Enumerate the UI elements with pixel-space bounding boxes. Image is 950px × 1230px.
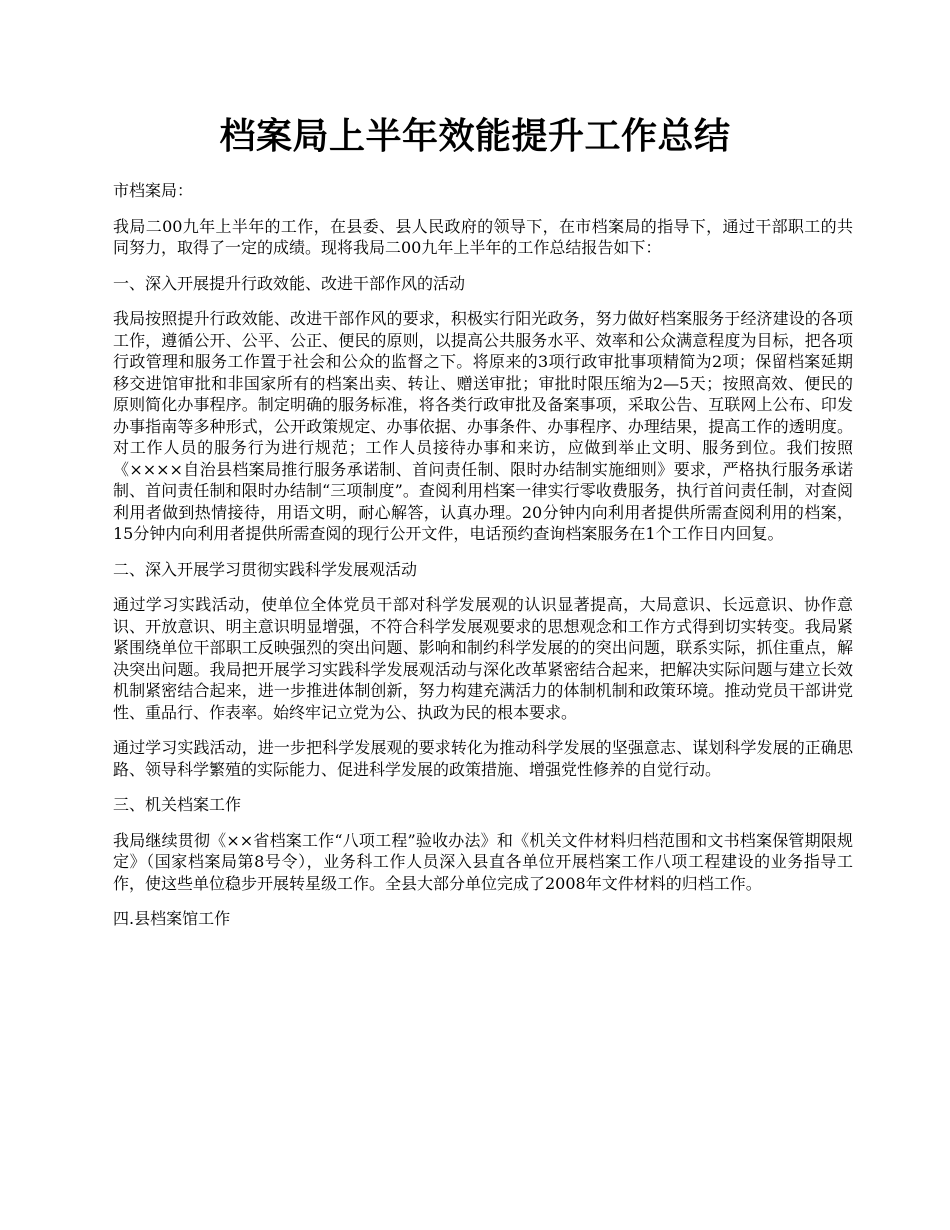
intro-paragraph: 我局二00九年上半年的工作，在县委、县人民政府的领导下，在市档案局的指导下，通过干部职工的共同努力，取得了一定的成绩。现将我局二00九年上半年的工作总结报告如下： [113,216,853,257]
section-3-heading: 三、机关档案工作 [113,795,242,814]
section-2-paragraph-1: 通过学习实践活动，使单位全体党员干部对科学发展观的认识显著提高，大局意识、长远意识、协作意识、开放意识、明主意识明显增强，不符合科学发展观要求的思想观念和工作方式得到切实转变。我局紧紧围绕单位干部职工反映强烈的突出问题、影响和制约科学发展的的突出问题，联系实际，抓住重点，解决突出问题。我局把开展学习实践科学发展观活动与深化改革紧密结合起来，把解决实际问题与建立长效机制紧密结合起来，进一步推进体制创新，努力构建充满活力的体制机制和政策环境。推动党员干部讲党性、重品行、作表率。始终牢记立党为公、执政为民的根本要求。 [113,595,853,722]
salutation: 市档案局： [113,181,194,200]
section-4-heading: 四.县档案馆工作 [113,909,231,928]
section-3-paragraph: 我局继续贯彻《××省档案工作“八项工程”验收办法》和《机关文件材料归档范围和文书档案保管期限规定》（国家档案局第8号令），业务科工作人员深入县直各单位开展档案工作八项工程建设的业务指导工作，使这些单位稳步开展转星级工作。全县大部分单位完成了2008年文件材料的归档工作。 [113,830,853,893]
section-1-paragraph: 我局按照提升行政效能、改进干部作风的要求，积极实行阳光政务，努力做好档案服务于经济建设的各项工作，遵循公开、公平、公正、便民的原则，以提高公共服务水平、效率和公众满意程度为目标，把各项行政管理和服务工作置于社会和公众的监督之下。将原来的3项行政审批事项精简为2项；保留档案延期移交进馆审批和非国家所有的档案出卖、转让、赠送审批；审批时限压缩为2—5天；按照高效、便民的原则简化办事程序。制定明确的服务标准，将各类行政审批及备案事项，采取公告、互联网上公布、印发办事指南等多种形式，公开政策规定、办事依据、办事条件、办事程序、办理结果，提高工作的透明度。对工作人员的服务行为进行规范；工作人员接待办事和来访，应做到举止文明、服务到位。我们按照《××××自治县档案局推行服务承诺制、首问责任制、限时办结制实施细则》要求，严格执行服务承诺制、首问责任制和限时办结制“三项制度”。查阅利用档案一律实行零收费服务，执行首问责任制，对查阅利用者做到热情接待，用语文明，耐心解答，认真办理。20分钟内向利用者提供所需查阅利用的档案，15分钟内向利用者提供所需查阅的现行公开文件，电话预约查询档案服务在1个工作日内回复。 [113,309,853,543]
document-title: 档案局上半年效能提升工作总结 [219,115,731,157]
section-2-paragraph-2: 通过学习实践活动，进一步把科学发展观的要求转化为推动科学发展的坚强意志、谋划科学发展的正确思路、领导科学繁殖的实际能力、促进科学发展的政策措施、增强党性修养的自觉行动。 [113,738,853,779]
section-2-heading: 二、深入开展学习贯彻实践科学发展观活动 [113,559,418,579]
document-body [113,180,853,944]
section-1-heading: 一、深入开展提升行政效能、改进干部作风的活动 [113,273,466,293]
